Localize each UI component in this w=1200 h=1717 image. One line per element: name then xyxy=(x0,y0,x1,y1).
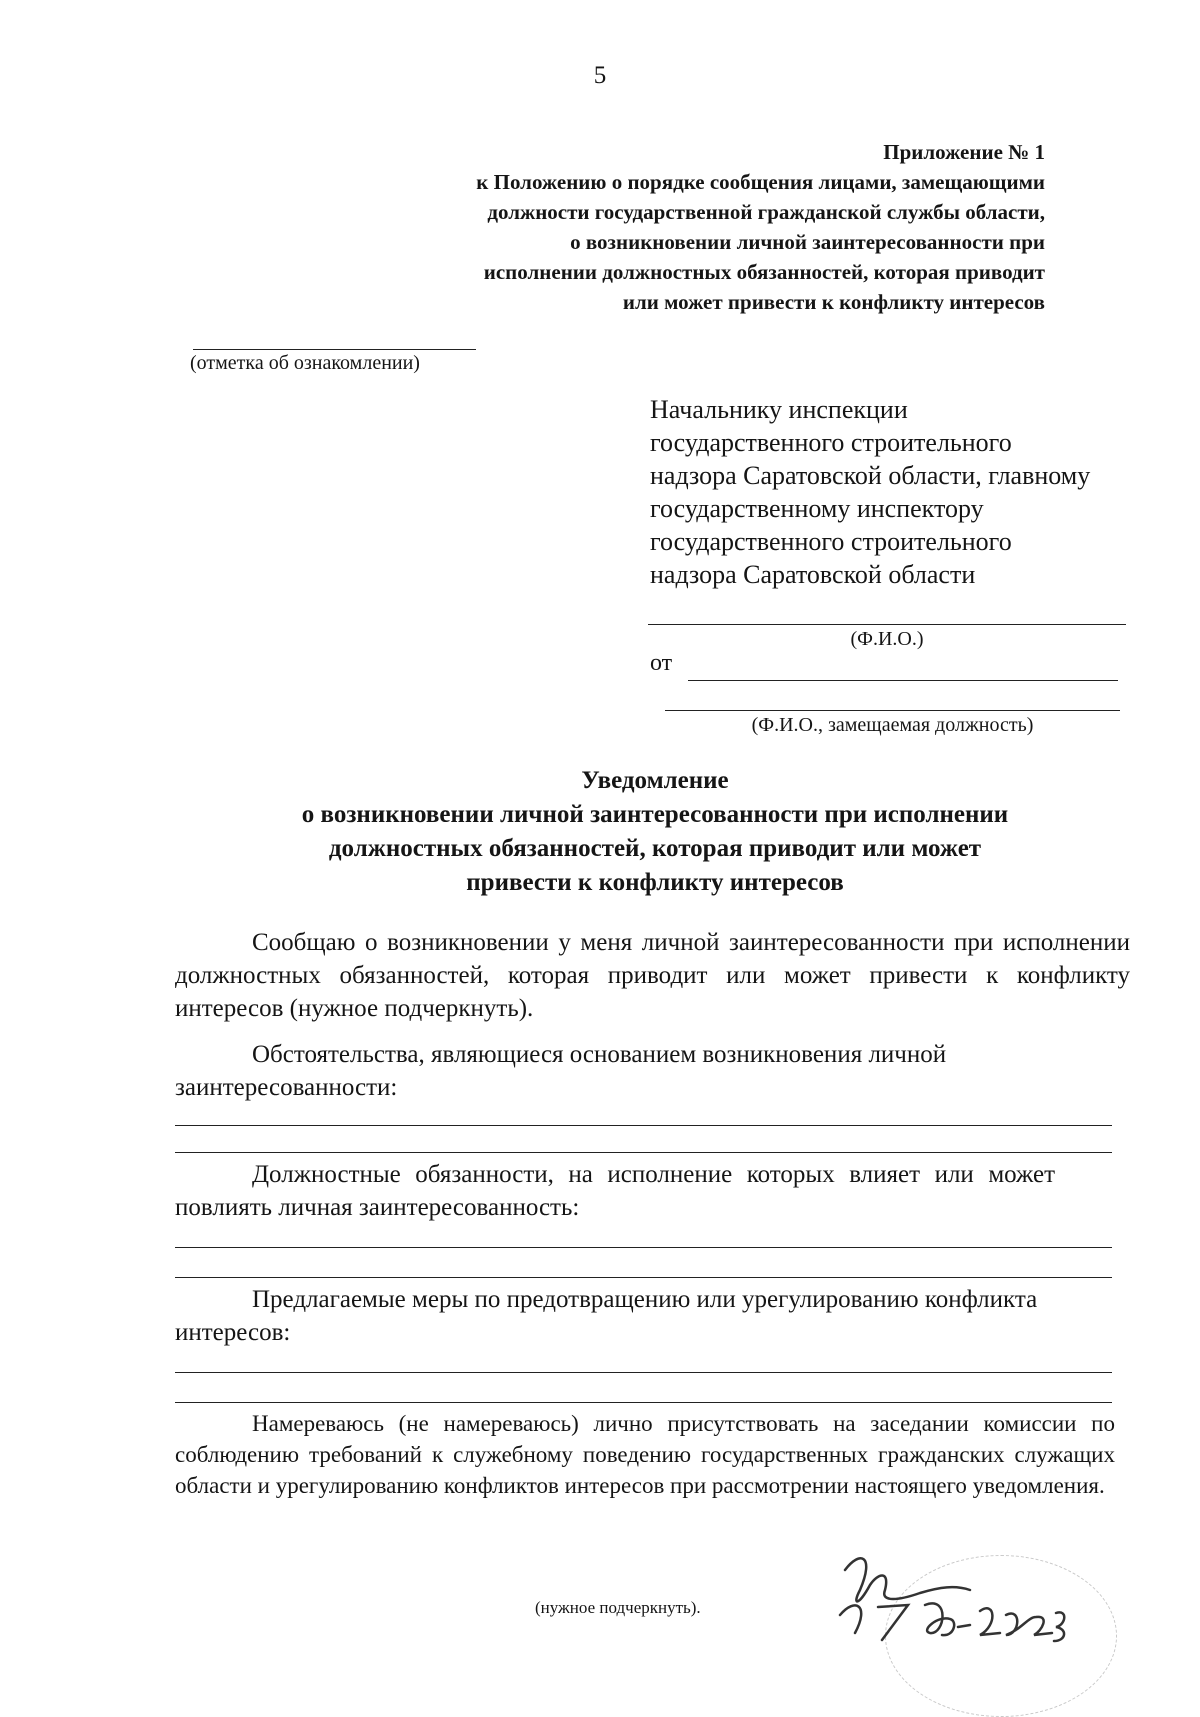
appendix-line: исполнении должностных обязанностей, которая приводит xyxy=(483,260,1045,284)
appendix-line: должности государственной гражданской службы области, xyxy=(487,200,1045,224)
appendix-line: или может привести к конфликту интересов xyxy=(622,290,1045,314)
circumstances-label: Обстоятельства, являющиеся основанием возникновения личной заинтересованности: xyxy=(175,1041,947,1101)
measures-label: Предлагаемые меры по предотвращению или урегулированию конфликта интересов: xyxy=(175,1286,1038,1346)
notice-title-line: привести к конфликту интересов xyxy=(466,869,844,896)
appendix-line: о возникновении личной заинтересованности при xyxy=(570,230,1045,254)
notice-title-line: о возникновении личной заинтересованности при исполнении xyxy=(301,801,1009,828)
acknowledgement-caption: (отметка об ознакомлении) xyxy=(190,352,420,374)
duties-blank-line xyxy=(175,1247,1112,1248)
addressee-block xyxy=(650,393,1150,591)
addressee-line: государственного строительного xyxy=(650,527,1012,556)
from-blank-line xyxy=(688,680,1118,681)
from-label: от xyxy=(650,650,673,676)
appendix-line: Приложение № 1 xyxy=(883,140,1045,164)
addressee-line: надзора Саратовской области xyxy=(650,560,976,589)
appendix-header xyxy=(325,137,1045,317)
handwritten-signature-date xyxy=(830,1545,1070,1650)
circumstances-blank-line xyxy=(175,1125,1112,1126)
underline-note: (нужное подчеркнуть). xyxy=(535,1598,701,1617)
addressee-line: государственному инспектору xyxy=(650,494,984,523)
from-caption: (Ф.И.О., замещаемая должность) xyxy=(751,714,1034,736)
measures-blank-line xyxy=(175,1402,1112,1403)
notice-paragraph: Сообщаю о возникновении у меня личной заинтересованности при исполнении должностных обязанностей, которая приводит или может привести к конфликту интересов (нужное подчеркнуть). xyxy=(175,929,1130,1022)
addressee-line: государственного строительного xyxy=(650,428,1012,457)
acknowledgement-line xyxy=(193,349,476,350)
fio-caption: (Ф.И.О.) xyxy=(850,628,924,650)
position-blank-line xyxy=(665,710,1120,711)
circumstances-blank-line xyxy=(175,1152,1112,1153)
notice-title xyxy=(0,764,1200,900)
notice-title-line: Уведомление xyxy=(581,767,729,794)
appendix-line: к Положению о порядке сообщения лицами, замещающими xyxy=(476,170,1045,194)
measures-blank-line xyxy=(175,1372,1112,1373)
intent-paragraph: Намереваюсь (не намереваюсь) лично присутствовать на заседании комиссии по соблюдению требований к служебному поведению государственных гражданских служащих области и урегулированию конфликтов интересов при рассмотрении настоящего уведомления. xyxy=(175,1411,1115,1498)
addressee-line: надзора Саратовской области, главному xyxy=(650,461,1091,490)
page-number: 5 xyxy=(593,62,607,89)
duties-label: Должностные обязанности, на исполнение которых влияет или может повлиять личная заинтересованность: xyxy=(175,1161,1055,1221)
fio-blank-line xyxy=(648,624,1126,625)
notice-title-line: должностных обязанностей, которая приводит или может xyxy=(328,835,982,862)
duties-blank-line xyxy=(175,1277,1112,1278)
addressee-line: Начальнику инспекции xyxy=(650,395,908,424)
